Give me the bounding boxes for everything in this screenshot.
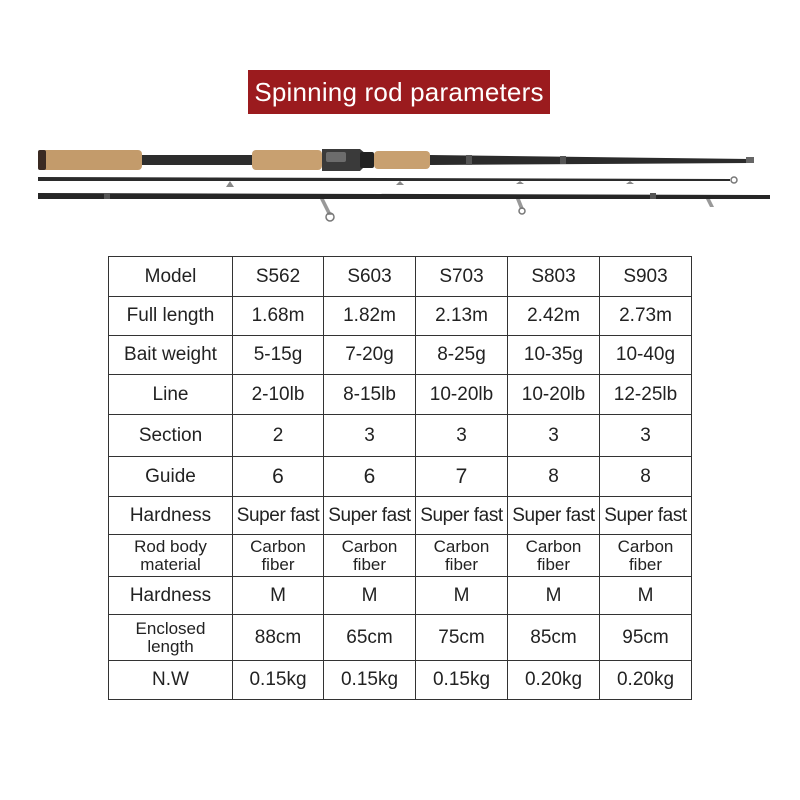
page-title: Spinning rod parameters — [248, 70, 550, 114]
rod-tip-section — [38, 193, 770, 221]
cell-line: fiber — [261, 554, 295, 574]
table-cell: 5-15g — [233, 336, 324, 375]
table-cell: 8 — [600, 457, 692, 497]
table-cell: Super fast — [600, 497, 692, 535]
table-cell: 2 — [233, 415, 324, 457]
cell-line: fiber — [444, 554, 479, 574]
row-label: N.W — [109, 661, 233, 700]
row-label: Line — [109, 375, 233, 415]
table-row — [109, 457, 692, 497]
rod-middle-section — [38, 177, 737, 187]
cell-line: Carbon — [525, 536, 582, 556]
cell-line: Carbon — [250, 536, 306, 556]
table-cell: 10-35g — [508, 336, 600, 375]
table-cell: 2.42m — [508, 297, 600, 336]
table-cell — [600, 535, 692, 577]
table-row — [109, 615, 692, 661]
table-cell: 12-25lb — [600, 375, 692, 415]
model-cell: S803 — [508, 257, 600, 297]
row-label — [109, 535, 233, 577]
table-row — [109, 497, 692, 535]
table-cell: Super fast — [324, 497, 416, 535]
cell-line: Carbon — [433, 536, 490, 556]
table-cell: 8-25g — [416, 336, 508, 375]
table-cell — [324, 535, 416, 577]
table-cell: 3 — [600, 415, 692, 457]
row-label: Model — [109, 257, 233, 297]
row-label-line: material — [140, 554, 201, 574]
cell-line: fiber — [536, 554, 571, 574]
table-cell: Super fast — [416, 497, 508, 535]
table-cell — [508, 535, 600, 577]
table-cell: 10-20lb — [508, 375, 600, 415]
table-cell: M — [508, 577, 600, 615]
row-label-line: Enclosed — [135, 618, 206, 638]
row-label: Hardness — [109, 497, 233, 535]
row-label: Section — [109, 415, 233, 457]
table-row — [109, 415, 692, 457]
row-label-line: Rod body — [134, 536, 207, 556]
table-cell: 0.20kg — [508, 661, 600, 700]
table-cell: 1.82m — [324, 297, 416, 336]
table-cell — [233, 535, 324, 577]
table-cell: 7-20g — [324, 336, 416, 375]
table-row — [109, 297, 692, 336]
table-cell: 3 — [324, 415, 416, 457]
cell-line: Carbon — [617, 536, 674, 556]
row-label-line: length — [147, 636, 194, 656]
table-cell: 1.68m — [233, 297, 324, 336]
table-row — [109, 661, 692, 700]
table-cell: 2.13m — [416, 297, 508, 336]
table-cell: M — [233, 577, 324, 615]
table-cell: 8-15lb — [324, 375, 416, 415]
table-cell: 0.20kg — [600, 661, 692, 700]
cell-line: Carbon — [341, 536, 398, 556]
table-cell: 2-10lb — [233, 375, 324, 415]
table-cell: 3 — [508, 415, 600, 457]
table-cell: Super fast — [233, 497, 324, 535]
table-cell: 6 — [233, 457, 324, 497]
table-cell: M — [416, 577, 508, 615]
table-cell: 3 — [416, 415, 508, 457]
table-cell: 10-40g — [600, 336, 692, 375]
model-cell: S562 — [233, 257, 324, 297]
table-cell: M — [600, 577, 692, 615]
row-label — [109, 615, 233, 661]
table-cell: 0.15kg — [416, 661, 508, 700]
table-cell: 10-20lb — [416, 375, 508, 415]
spec-table — [108, 256, 692, 700]
model-cell: S703 — [416, 257, 508, 297]
table-header-row — [109, 257, 692, 297]
table-cell: 0.15kg — [233, 661, 324, 700]
model-cell: S903 — [600, 257, 692, 297]
table-cell — [416, 535, 508, 577]
cell-line: fiber — [628, 554, 663, 574]
table-row — [109, 577, 692, 615]
table-cell: 88cm — [233, 615, 324, 661]
model-cell: S603 — [324, 257, 416, 297]
table-row — [109, 336, 692, 375]
table-cell: 7 — [416, 457, 508, 497]
table-cell: 2.73m — [600, 297, 692, 336]
table-cell: 65cm — [324, 615, 416, 661]
table-cell: 6 — [324, 457, 416, 497]
table-cell: Super fast — [508, 497, 600, 535]
fishing-rod-illustration — [30, 135, 770, 235]
table-cell: M — [324, 577, 416, 615]
table-cell: 0.15kg — [324, 661, 416, 700]
cell-line: fiber — [352, 554, 387, 574]
rod-butt-section — [38, 149, 754, 171]
table-cell: 85cm — [508, 615, 600, 661]
table-cell: 95cm — [600, 615, 692, 661]
table-row — [109, 375, 692, 415]
row-label: Hardness — [109, 577, 233, 615]
row-label: Bait weight — [109, 336, 233, 375]
table-cell: 8 — [508, 457, 600, 497]
row-label: Guide — [109, 457, 233, 497]
row-label: Full length — [109, 297, 233, 336]
table-row — [109, 535, 692, 577]
table-cell: 75cm — [416, 615, 508, 661]
